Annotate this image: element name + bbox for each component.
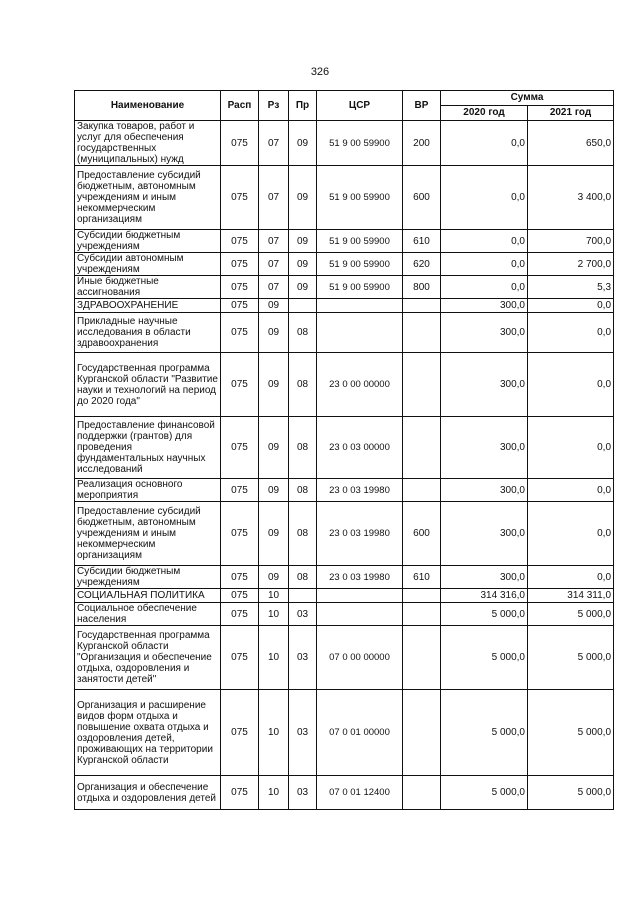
row-name: Предоставление субсидий бюджетным, автономным учреждениям и иным некоммерческим организациям — [75, 502, 221, 566]
row-name: Субсидии автономным учреждениям — [75, 253, 221, 276]
row-name: Государственная программа Курганской области "Развитие науки и технологий на период до 2020 года" — [75, 353, 221, 417]
page-number: 326 — [310, 66, 330, 78]
header-year-2021: 2021 год — [528, 106, 614, 121]
row-csr: 51 9 00 59900 — [317, 166, 403, 230]
row-rz: 07 — [259, 230, 289, 253]
row-sum-2020: 0,0 — [441, 230, 528, 253]
row-rz: 09 — [259, 566, 289, 589]
table-body — [75, 121, 614, 810]
row-vr — [403, 299, 441, 313]
row-pr: 08 — [289, 313, 317, 353]
row-name: Предоставление финансовой поддержки (грантов) для проведения фундаментальных научных исследований — [75, 417, 221, 479]
header-row-top — [75, 91, 614, 106]
row-csr — [317, 589, 403, 603]
row-vr — [403, 417, 441, 479]
row-pr: 03 — [289, 626, 317, 690]
row-csr — [317, 313, 403, 353]
table-row — [75, 230, 614, 253]
row-rasp: 075 — [221, 276, 259, 299]
table-row — [75, 417, 614, 479]
row-sum-2021: 5 000,0 — [528, 626, 614, 690]
row-name: Иные бюджетные ассигнования — [75, 276, 221, 299]
table-row — [75, 253, 614, 276]
row-vr — [403, 690, 441, 776]
row-pr: 03 — [289, 690, 317, 776]
row-rz: 07 — [259, 253, 289, 276]
row-pr: 09 — [289, 253, 317, 276]
table-row — [75, 276, 614, 299]
row-sum-2020: 300,0 — [441, 566, 528, 589]
row-csr: 23 0 03 19980 — [317, 479, 403, 502]
row-vr: 600 — [403, 166, 441, 230]
row-rasp: 075 — [221, 166, 259, 230]
row-csr — [317, 603, 403, 626]
row-vr: 600 — [403, 502, 441, 566]
row-sum-2021: 700,0 — [528, 230, 614, 253]
row-rz: 10 — [259, 603, 289, 626]
row-rz: 07 — [259, 121, 289, 166]
row-rasp: 075 — [221, 253, 259, 276]
row-pr: 08 — [289, 566, 317, 589]
row-sum-2021: 0,0 — [528, 313, 614, 353]
row-sum-2020: 300,0 — [441, 299, 528, 313]
row-sum-2021: 5 000,0 — [528, 776, 614, 810]
row-rasp: 075 — [221, 299, 259, 313]
row-sum-2020: 300,0 — [441, 417, 528, 479]
row-rasp: 075 — [221, 479, 259, 502]
row-pr: 08 — [289, 417, 317, 479]
row-sum-2020: 314 316,0 — [441, 589, 528, 603]
row-rz: 10 — [259, 589, 289, 603]
row-csr — [317, 299, 403, 313]
row-vr — [403, 479, 441, 502]
row-csr: 51 9 00 59900 — [317, 276, 403, 299]
row-vr — [403, 313, 441, 353]
row-rasp: 075 — [221, 230, 259, 253]
row-csr: 23 0 03 00000 — [317, 417, 403, 479]
row-name: Социальное обеспечение населения — [75, 603, 221, 626]
row-vr — [403, 353, 441, 417]
row-sum-2020: 300,0 — [441, 313, 528, 353]
row-rz: 09 — [259, 479, 289, 502]
row-rz: 09 — [259, 299, 289, 313]
row-name: Субсидии бюджетным учреждениям — [75, 230, 221, 253]
header-csr: ЦСР — [317, 91, 403, 121]
header-name: Наименование — [75, 91, 221, 121]
row-vr — [403, 589, 441, 603]
row-csr: 23 0 03 19980 — [317, 566, 403, 589]
row-rasp: 075 — [221, 776, 259, 810]
row-rz: 09 — [259, 417, 289, 479]
row-csr: 51 9 00 59900 — [317, 253, 403, 276]
row-pr — [289, 299, 317, 313]
row-rasp: 075 — [221, 603, 259, 626]
row-vr: 800 — [403, 276, 441, 299]
row-vr: 610 — [403, 566, 441, 589]
header-year-2020: 2020 год — [441, 106, 528, 121]
row-pr: 03 — [289, 776, 317, 810]
budget-table — [74, 90, 614, 810]
row-pr: 09 — [289, 276, 317, 299]
row-sum-2021: 0,0 — [528, 353, 614, 417]
row-rz: 10 — [259, 626, 289, 690]
row-sum-2021: 5 000,0 — [528, 603, 614, 626]
table-row — [75, 603, 614, 626]
row-name: Организация и обеспечение отдыха и оздоровления детей — [75, 776, 221, 810]
header-vr: ВР — [403, 91, 441, 121]
row-sum-2020: 5 000,0 — [441, 690, 528, 776]
row-csr: 07 0 00 00000 — [317, 626, 403, 690]
row-rasp: 075 — [221, 502, 259, 566]
row-sum-2021: 0,0 — [528, 566, 614, 589]
table-row — [75, 776, 614, 810]
row-rz: 10 — [259, 690, 289, 776]
row-csr: 51 9 00 59900 — [317, 230, 403, 253]
row-sum-2021: 0,0 — [528, 502, 614, 566]
header-rz: Рз — [259, 91, 289, 121]
row-sum-2021: 650,0 — [528, 121, 614, 166]
row-csr: 23 0 03 19980 — [317, 502, 403, 566]
row-sum-2020: 300,0 — [441, 502, 528, 566]
row-name: Прикладные научные исследования в области здравоохранения — [75, 313, 221, 353]
row-sum-2020: 300,0 — [441, 479, 528, 502]
row-vr — [403, 626, 441, 690]
row-name: ЗДРАВООХРАНЕНИЕ — [75, 299, 221, 313]
row-vr: 610 — [403, 230, 441, 253]
header-pr: Пр — [289, 91, 317, 121]
row-vr — [403, 776, 441, 810]
table-row — [75, 589, 614, 603]
row-sum-2020: 0,0 — [441, 253, 528, 276]
row-rasp: 075 — [221, 589, 259, 603]
row-sum-2021: 314 311,0 — [528, 589, 614, 603]
row-sum-2020: 5 000,0 — [441, 776, 528, 810]
row-rasp: 075 — [221, 121, 259, 166]
row-sum-2021: 0,0 — [528, 417, 614, 479]
table-row — [75, 690, 614, 776]
row-rasp: 075 — [221, 626, 259, 690]
row-sum-2021: 5 000,0 — [528, 690, 614, 776]
row-sum-2021: 2 700,0 — [528, 253, 614, 276]
row-pr — [289, 589, 317, 603]
row-name: СОЦИАЛЬНАЯ ПОЛИТИКА — [75, 589, 221, 603]
table-row — [75, 121, 614, 166]
table-row — [75, 626, 614, 690]
row-pr: 08 — [289, 353, 317, 417]
row-sum-2021: 5,3 — [528, 276, 614, 299]
row-sum-2020: 0,0 — [441, 121, 528, 166]
row-rz: 07 — [259, 166, 289, 230]
row-name: Субсидии бюджетным учреждениям — [75, 566, 221, 589]
row-name: Государственная программа Курганской области "Организация и обеспечение отдыха, оздоровления и занятости детей" — [75, 626, 221, 690]
row-sum-2021: 0,0 — [528, 479, 614, 502]
row-name: Предоставление субсидий бюджетным, автономным учреждениям и иным некоммерческим организациям — [75, 166, 221, 230]
row-vr: 200 — [403, 121, 441, 166]
table-row — [75, 353, 614, 417]
row-rasp: 075 — [221, 313, 259, 353]
table-row — [75, 566, 614, 589]
header-rasp: Расп — [221, 91, 259, 121]
row-rasp: 075 — [221, 566, 259, 589]
row-rasp: 075 — [221, 353, 259, 417]
row-vr: 620 — [403, 253, 441, 276]
row-sum-2020: 5 000,0 — [441, 626, 528, 690]
header-sum: Сумма — [441, 91, 614, 106]
row-sum-2020: 5 000,0 — [441, 603, 528, 626]
row-pr: 08 — [289, 479, 317, 502]
row-vr — [403, 603, 441, 626]
row-name: Реализация основного мероприятия — [75, 479, 221, 502]
table-row — [75, 479, 614, 502]
row-rz: 09 — [259, 502, 289, 566]
row-rz: 09 — [259, 313, 289, 353]
row-sum-2020: 300,0 — [441, 353, 528, 417]
row-name: Закупка товаров, работ и услуг для обеспечения государственных (муниципальных) нужд — [75, 121, 221, 166]
row-sum-2020: 0,0 — [441, 276, 528, 299]
row-pr: 09 — [289, 121, 317, 166]
row-pr: 09 — [289, 166, 317, 230]
table-row — [75, 502, 614, 566]
row-sum-2020: 0,0 — [441, 166, 528, 230]
row-pr: 03 — [289, 603, 317, 626]
row-rz: 07 — [259, 276, 289, 299]
table-row — [75, 166, 614, 230]
row-csr: 07 0 01 00000 — [317, 690, 403, 776]
row-csr: 07 0 01 12400 — [317, 776, 403, 810]
row-rasp: 075 — [221, 690, 259, 776]
row-csr: 23 0 00 00000 — [317, 353, 403, 417]
row-csr: 51 9 00 59900 — [317, 121, 403, 166]
row-sum-2021: 0,0 — [528, 299, 614, 313]
row-pr: 09 — [289, 230, 317, 253]
row-sum-2021: 3 400,0 — [528, 166, 614, 230]
row-rz: 09 — [259, 353, 289, 417]
row-rasp: 075 — [221, 417, 259, 479]
table-row — [75, 299, 614, 313]
table-row — [75, 313, 614, 353]
row-name: Организация и расширение видов форм отдыха и повышение охвата отдыха и оздоровления детей, проживающих на территории Курганской области — [75, 690, 221, 776]
row-rz: 10 — [259, 776, 289, 810]
row-pr: 08 — [289, 502, 317, 566]
